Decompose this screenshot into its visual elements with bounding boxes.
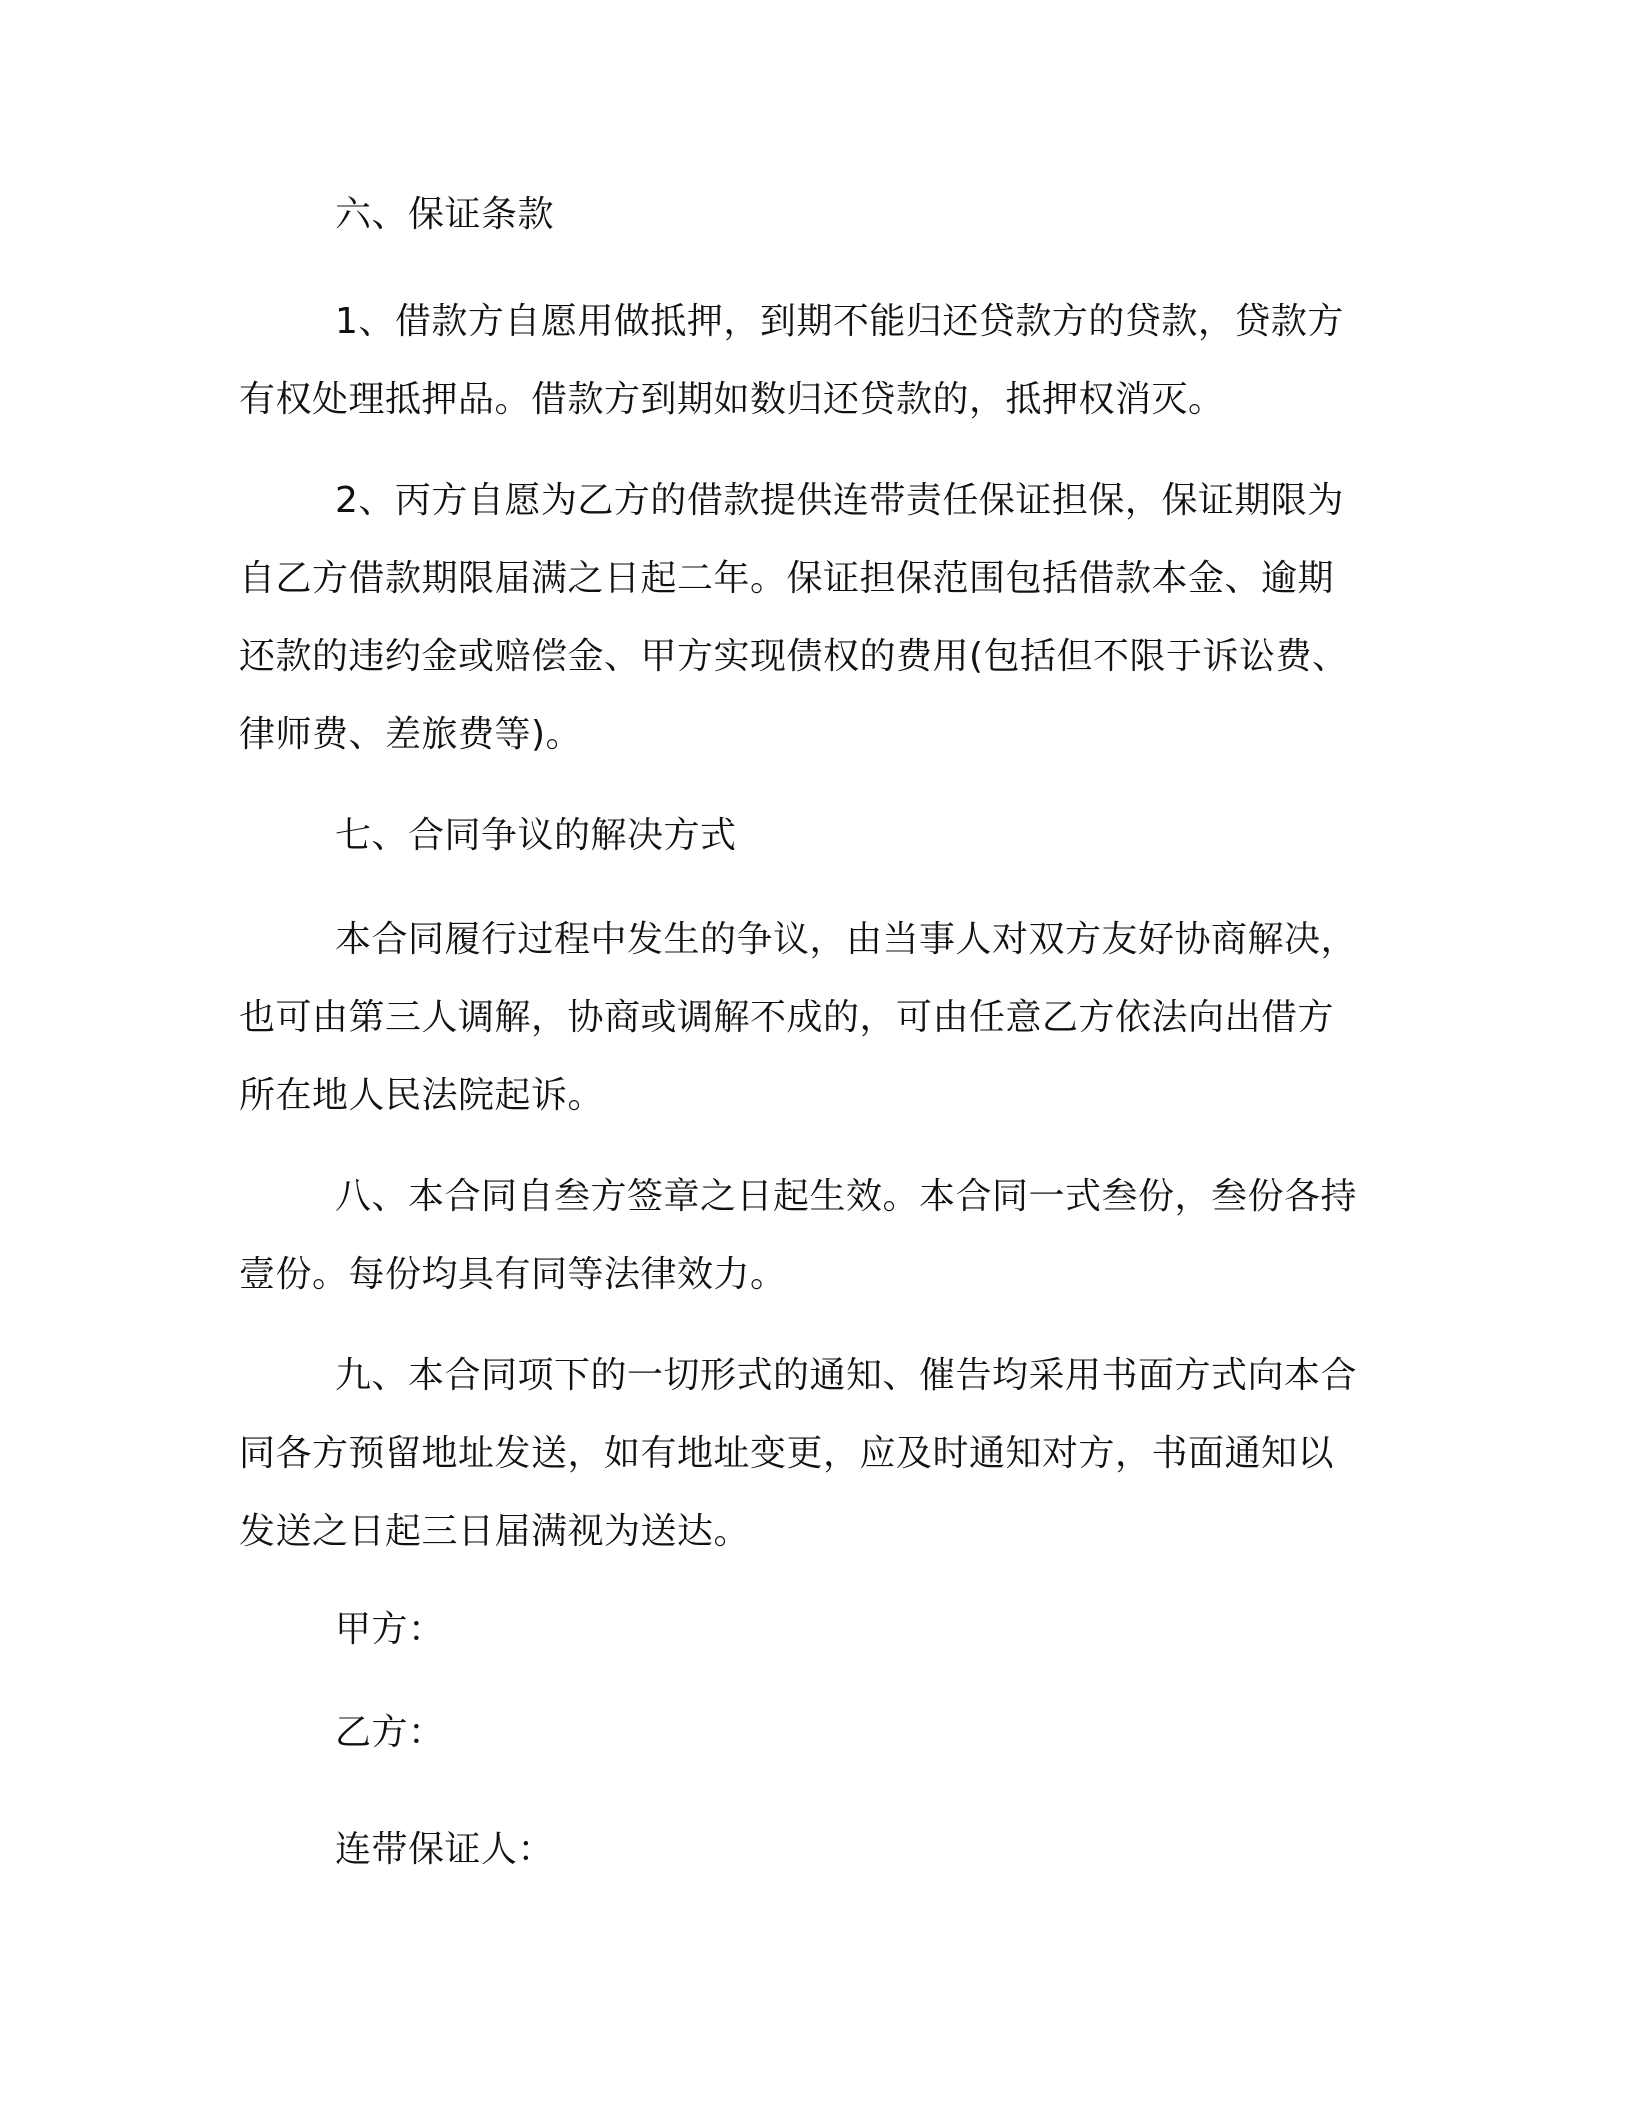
line: 1、借款方自愿用做抵押，到期不能归还贷款方的贷款，贷款方 xyxy=(335,301,1344,342)
line: 九、本合同项下的一切形式的通知、催告均采用书面方式向本合 xyxy=(335,1355,1358,1396)
line: 同各方预留地址发送，如有地址变更，应及时通知对方，书面通知以 xyxy=(239,1433,1335,1474)
section-6-title xyxy=(239,176,1389,254)
signature-party-b xyxy=(239,1694,1389,1772)
line: 还款的违约金或赔偿金、甲方实现债权的费用(包括但不限于诉讼费、 xyxy=(239,636,1349,677)
line: 本合同履行过程中发生的争议，由当事人对双方友好协商解决， xyxy=(335,919,1358,960)
line: 也可由第三人调解，协商或调解不成的，可由任意乙方依法向出借方 xyxy=(239,997,1335,1038)
line: 发送之日起三日届满视为送达。 xyxy=(239,1511,751,1552)
line: 甲方： xyxy=(335,1609,445,1650)
line: 所在地人民法院起诉。 xyxy=(239,1075,605,1116)
line: 八、本合同自叁方签章之日起生效。本合同一式叁份，叁份各持 xyxy=(335,1176,1358,1217)
section-7-title xyxy=(239,797,1389,875)
line: 有权处理抵押品。借款方到期如数归还贷款的，抵押权消灭。 xyxy=(239,379,1225,420)
section-7-body xyxy=(239,901,1389,1135)
line: 七、合同争议的解决方式 xyxy=(335,815,737,856)
line: 乙方： xyxy=(335,1712,445,1753)
line: 2、丙方自愿为乙方的借款提供连带责任保证担保，保证期限为 xyxy=(335,480,1344,521)
section-9 xyxy=(239,1337,1389,1571)
line: 连带保证人： xyxy=(335,1829,555,1870)
section-8 xyxy=(239,1158,1389,1314)
signature-guarantor xyxy=(239,1811,1389,1889)
line: 壹份。每份均具有同等法律效力。 xyxy=(239,1254,787,1295)
section-6-clause-2 xyxy=(239,462,1389,774)
section-6-clause-1 xyxy=(239,283,1389,439)
line: 六、保证条款 xyxy=(335,194,555,235)
line: 自乙方借款期限届满之日起二年。保证担保范围包括借款本金、逾期 xyxy=(239,558,1335,599)
signature-party-a xyxy=(239,1591,1389,1669)
line: 律师费、差旅费等)。 xyxy=(239,714,583,755)
